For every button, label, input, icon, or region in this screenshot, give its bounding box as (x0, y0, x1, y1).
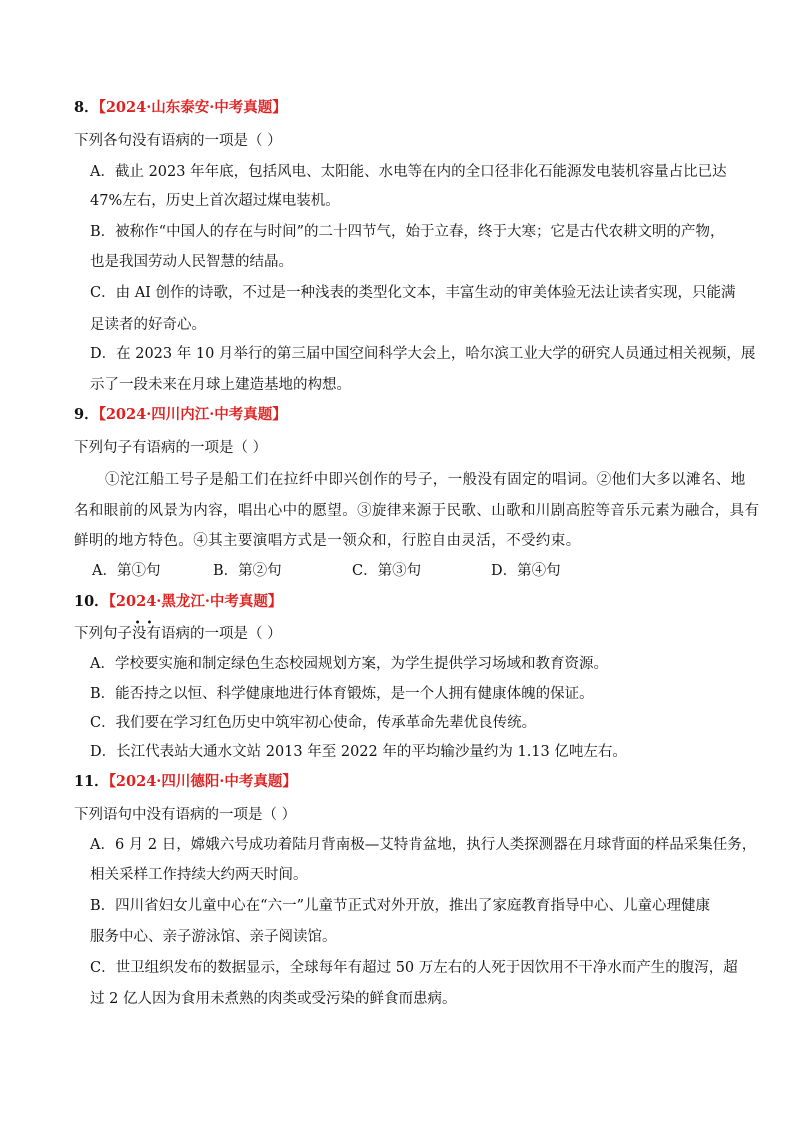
choice-b: B．第②句 (213, 563, 282, 579)
emphasis-dots: •• (134, 618, 159, 629)
question-source-tag: 【2024·四川内江·中考真题】 (98, 406, 287, 423)
question-8-option-c: C．由 AI 创作的诗歌，不过是一种浅表的类型化文本，丰富生动的审美体验无法让读者实现，只能满 (90, 285, 736, 301)
question-10-heading (74, 592, 282, 612)
question-11-option-c: C．世卫组织发布的数据显示，全球每年有超过 50 万左右的人死于因饮用不干净水而产生的腹泻，超 (90, 960, 738, 976)
question-number: 11． (74, 773, 109, 790)
question-11-heading (74, 772, 297, 792)
question-8-stem: 下列各句没有语病的一项是（ ） (74, 133, 282, 149)
question-11-option-b-cont: 服务中心、亲子游泳馆、亲子阅读馆。 (90, 929, 337, 945)
question-source-tag: 【2024·四川德阳·中考真题】 (108, 773, 297, 790)
question-9-heading (74, 405, 287, 425)
question-9-passage-line-3: 鲜明的地方特色。④其主要演唱方式是一领众和，行腔自由灵活，不受约束。 (74, 533, 581, 549)
choice-c: C．第③句 (352, 563, 422, 579)
question-number: 9． (74, 406, 99, 423)
question-8-option-a: A．截止 2023 年年底，包括风电、太阳能、水电等在内的全口径非化石能源发电装机容量占比已达 (90, 164, 727, 180)
question-8-option-b-cont: 也是我国劳动人民智慧的结晶。 (90, 254, 293, 270)
question-11-option-a: A．6 月 2 日，嫦娥六号成功着陆月背南极—艾特肯盆地，执行人类探测器在月球背面的样品采集任务， (90, 837, 757, 853)
question-9-stem: 下列句子有语病的一项是（ ） (74, 440, 268, 456)
stem-text: 语病的一项是（ ） (161, 626, 282, 642)
question-11-option-b: B．四川省妇女儿童中心在“六一”儿童节正式对外开放，推出了家庭教育指导中心、儿童心理健康 (90, 898, 710, 914)
choice-a: A．第①句 (92, 563, 161, 579)
question-9-passage-line-1: ①沱江船工号子是船工们在拉纤中即兴创作的号子，一般没有固定的唱词。②他们大多以滩名、地 (105, 472, 746, 488)
question-10-stem (74, 618, 282, 644)
question-8-option-b: B．被称作“中国人的存在与时间”的二十四节气，始于立春，终于大寒；它是古代农耕文明的产物， (90, 224, 725, 240)
question-8-option-d: D．在 2023 年 10 月举行的第三届中国空间科学大会上，哈尔滨工业大学的研究人员通过相关视频，展 (90, 346, 756, 362)
question-11-option-c-cont: 过 2 亿人因为食用未煮熟的肉类或受污染的鲜食而患病。 (90, 991, 457, 1007)
question-8-option-d-cont: 示了一段未来在月球上建造基地的构想。 (90, 377, 351, 393)
stem-text: 下列句子 (74, 626, 132, 642)
question-9-passage-line-2: 名和眼前的风景为内容，唱出心中的愿望。③旋律来源于民歌、山歌和川剧高腔等音乐元素为融合，具有 (74, 503, 760, 519)
question-number: 10． (74, 593, 109, 610)
question-9-choices (92, 561, 561, 581)
question-8-heading (74, 98, 287, 118)
emphasis-dotted-text: •• 没有 (132, 618, 161, 642)
question-8-option-c-cont: 足读者的好奇心。 (90, 317, 206, 333)
question-number: 8． (74, 99, 99, 116)
question-11-option-a-cont: 相关采样工作持续大约两天时间。 (90, 867, 308, 883)
question-11-stem: 下列语句中没有语病的一项是（ ） (74, 807, 297, 823)
question-10-option-c: C．我们要在学习红色历史中筑牢初心使命，传承革命先辈优良传统。 (90, 715, 537, 731)
choice-d: D．第④句 (491, 563, 561, 579)
question-10-option-d: D．长江代表站大通水文站 2013 年至 2022 年的平均输沙量约为 1.13 亿吨左右。 (90, 744, 627, 760)
question-source-tag: 【2024·山东泰安·中考真题】 (98, 99, 287, 116)
question-10-option-a: A．学校要实施和制定绿色生态校园规划方案，为学生提供学习场域和教育资源。 (90, 656, 608, 672)
question-source-tag: 【2024·黑龙江·中考真题】 (108, 593, 283, 610)
question-8-option-a-cont: 47%左右，历史上首次超过煤电装机。 (90, 193, 340, 209)
question-10-option-b: B．能否持之以恒、科学健康地进行体育锻炼，是一个人拥有健康体魄的保证。 (90, 686, 594, 702)
